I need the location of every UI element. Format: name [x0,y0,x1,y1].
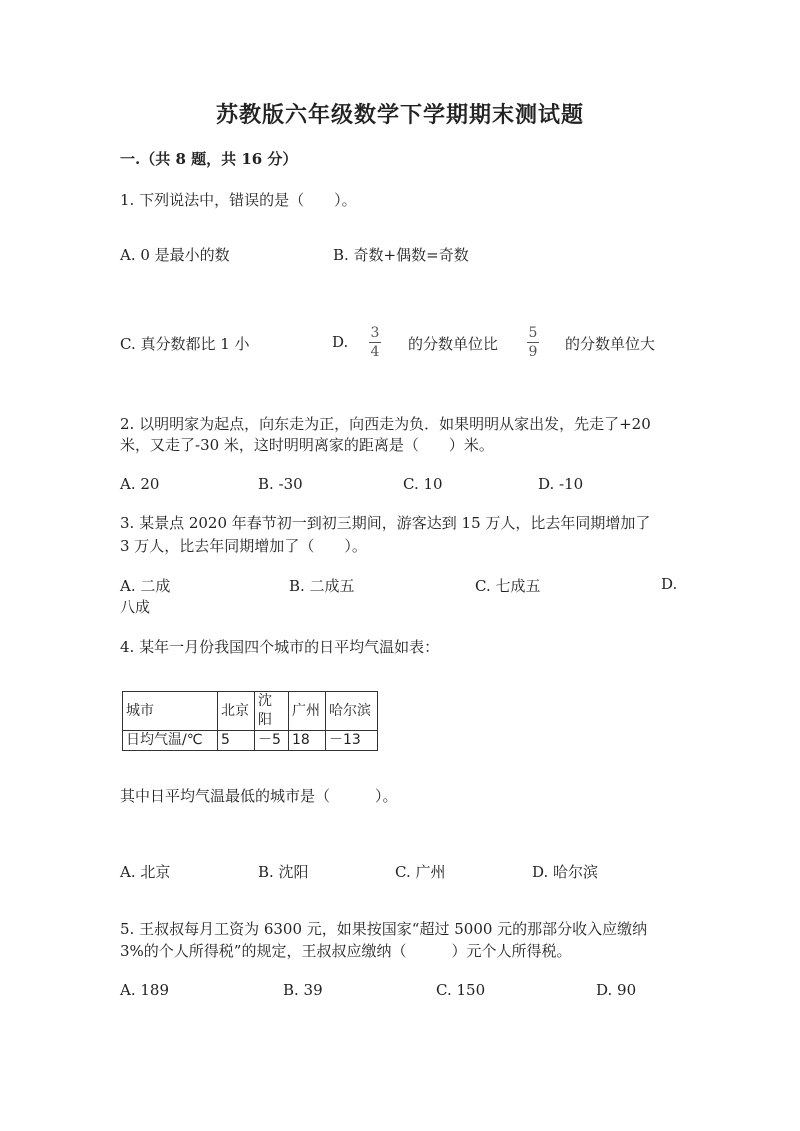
q4-option-b: B. 沈阳 [258,863,309,881]
temperature-table [122,691,378,751]
q4-option-a: A. 北京 [120,863,171,881]
q3-option-d-text: 八成 [120,598,151,616]
q4-option-d: D. 哈尔滨 [532,863,599,881]
table-header-row [123,692,378,731]
q3-option-b: B. 二成五 [289,577,355,595]
q1-fraction-2-numerator: 5 [528,325,538,341]
q1-stem: 1. 下列说法中，错误的是（ ）。 [120,191,357,209]
q1-fraction-1-numerator: 3 [370,325,380,341]
q1-fraction-1 [369,325,381,360]
q1-option-d-label: D. [332,333,349,351]
table-cell: 5 [218,731,255,751]
q4-option-c: C. 广州 [395,863,446,881]
q5-stem-line1: 5. 王叔叔每月工资为 6300 元，如果按国家“超过 5000 元的那部分收入应缴纳 [120,920,648,938]
table-header-cell: 北京 [218,692,255,731]
section-heading: 一.（共 8 题，共 16 分） [120,150,298,168]
q2-stem-line2: 米，又走了-30 米，这时明明离家的距离是（ ）米。 [120,436,494,454]
table-header-cell: 广州 [289,692,326,731]
table-header-cell: 沈阳 [255,692,289,731]
q5-option-a: A. 189 [120,981,169,999]
table-cell: －13 [326,731,378,751]
q1-option-c: C. 真分数都比 1 小 [120,335,250,353]
q2-stem-line1: 2. 以明明家为起点，向东走为正，向西走为负．如果明明从家出发，先走了+20 [120,415,651,433]
table-cell: 日均气温/℃ [123,731,218,751]
q5-option-b: B. 39 [283,981,323,999]
q3-option-a: A. 二成 [120,577,171,595]
q4-stem: 4. 某年一月份我国四个城市的日平均气温如表： [120,638,440,656]
page-title: 苏教版六年级数学下学期期末测试题 [215,102,584,128]
q3-stem-line1: 3. 某景点 2020 年春节初一到初三期间，游客达到 15 万人，比去年同期增加了 [120,514,651,532]
table-cell: －5 [255,731,289,751]
table-header-cell: 城市 [123,692,218,731]
q5-option-c: C. 150 [436,981,486,999]
q1-option-d-end: 的分数单位大 [565,335,656,353]
q1-option-b: B. 奇数+偶数=奇数 [333,246,469,264]
fraction-bar [527,342,539,343]
q3-option-c: C. 七成五 [475,577,541,595]
fraction-bar [369,342,381,343]
q4-question: 其中日平均气温最低的城市是（ ）。 [120,787,398,805]
q1-fraction-2-denominator: 9 [528,344,538,360]
q1-option-d-middle: 的分数单位比 [408,335,499,353]
q3-option-d-label: D. [661,575,678,593]
q2-option-d: D. -10 [538,475,584,493]
q2-option-a: A. 20 [120,475,160,493]
table-row [123,731,378,751]
q1-fraction-1-denominator: 4 [370,344,380,360]
q2-option-c: C. 10 [403,475,443,493]
q1-option-a: A. 0 是最小的数 [120,246,230,264]
q3-stem-line2: 3 万人，比去年同期增加了（ ）。 [120,537,367,555]
q5-stem-line2: 3%的个人所得税”的规定，王叔叔应缴纳（ ）元个人所得税。 [120,942,572,960]
q5-option-d: D. 90 [596,981,637,999]
q2-option-b: B. -30 [258,475,303,493]
table-header-cell: 哈尔滨 [326,692,378,731]
table-cell: 18 [289,731,326,751]
q1-fraction-2 [527,325,539,360]
